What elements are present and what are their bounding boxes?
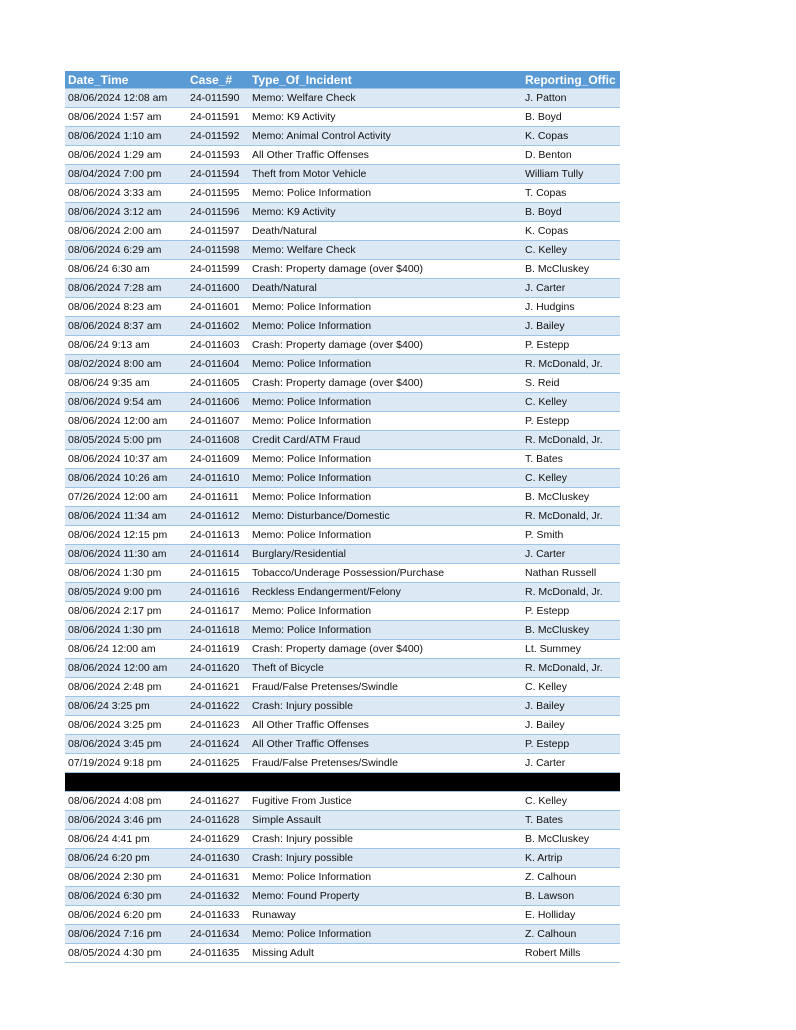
cell-date-time: 08/06/2024 8:23 am bbox=[68, 301, 162, 313]
cell-date-time: 08/05/2024 5:00 pm bbox=[68, 434, 162, 446]
cell-case-number: 24-011618 bbox=[190, 624, 240, 636]
redacted-row bbox=[65, 773, 620, 792]
cell-incident-type: Crash: Property damage (over $400) bbox=[252, 643, 423, 655]
table-row bbox=[65, 849, 620, 868]
cell-date-time: 08/06/24 3:25 pm bbox=[68, 700, 150, 712]
cell-case-number: 24-011604 bbox=[190, 358, 240, 370]
cell-reporting-officer: Nathan Russell bbox=[525, 567, 597, 579]
cell-reporting-officer: P. Smith bbox=[525, 529, 564, 541]
cell-date-time: 08/06/2024 2:17 pm bbox=[68, 605, 162, 617]
cell-date-time: 08/06/2024 1:10 am bbox=[68, 130, 162, 142]
cell-date-time: 08/06/2024 3:25 pm bbox=[68, 719, 162, 731]
cell-incident-type: Memo: Police Information bbox=[252, 320, 372, 332]
cell-case-number: 24-011627 bbox=[190, 795, 240, 807]
table-row bbox=[65, 488, 620, 507]
cell-incident-type: Crash: Injury possible bbox=[252, 852, 353, 864]
cell-reporting-officer: P. Estepp bbox=[525, 738, 570, 750]
cell-reporting-officer: J. Carter bbox=[525, 282, 566, 294]
table-row bbox=[65, 89, 620, 108]
cell-date-time: 08/06/2024 2:00 am bbox=[68, 225, 162, 237]
table-row bbox=[65, 678, 620, 697]
cell-incident-type: Theft from Motor Vehicle bbox=[252, 168, 367, 180]
cell-case-number: 24-011599 bbox=[190, 263, 240, 275]
cell-reporting-officer: J. Carter bbox=[525, 548, 566, 560]
table-row bbox=[65, 165, 620, 184]
cell-incident-type: Fugitive From Justice bbox=[252, 795, 352, 807]
table-row bbox=[65, 944, 620, 963]
cell-reporting-officer: T. Bates bbox=[525, 814, 563, 826]
cell-date-time: 08/06/2024 1:57 am bbox=[68, 111, 162, 123]
cell-reporting-officer: Lt. Summey bbox=[525, 643, 582, 655]
table-row bbox=[65, 507, 620, 526]
cell-case-number: 24-011593 bbox=[190, 149, 240, 161]
cell-case-number: 24-011603 bbox=[190, 339, 240, 351]
cell-incident-type: Fraud/False Pretenses/Swindle bbox=[252, 681, 398, 693]
cell-incident-type: All Other Traffic Offenses bbox=[252, 149, 369, 161]
cell-date-time: 08/06/2024 9:54 am bbox=[68, 396, 162, 408]
table-row bbox=[65, 241, 620, 260]
cell-date-time: 08/06/2024 11:34 am bbox=[68, 510, 167, 522]
cell-date-time: 08/06/2024 10:37 am bbox=[68, 453, 168, 465]
cell-incident-type: Crash: Property damage (over $400) bbox=[252, 339, 423, 351]
cell-date-time: 08/06/2024 4:08 pm bbox=[68, 795, 162, 807]
cell-incident-type: Memo: K9 Activity bbox=[252, 111, 336, 123]
cell-case-number: 24-011628 bbox=[190, 814, 240, 826]
table-row bbox=[65, 127, 620, 146]
cell-incident-type: Memo: Found Property bbox=[252, 890, 360, 902]
table-body bbox=[65, 89, 620, 963]
cell-reporting-officer: B. McCluskey bbox=[525, 624, 590, 636]
cell-date-time: 08/06/2024 1:30 pm bbox=[68, 624, 162, 636]
cell-date-time: 08/06/2024 6:29 am bbox=[68, 244, 162, 256]
cell-date-time: 08/06/2024 6:30 pm bbox=[68, 890, 162, 902]
cell-incident-type: Memo: Police Information bbox=[252, 453, 372, 465]
cell-date-time: 08/06/2024 2:30 pm bbox=[68, 871, 162, 883]
cell-case-number: 24-011616 bbox=[190, 586, 240, 598]
cell-case-number: 24-011607 bbox=[190, 415, 240, 427]
cell-reporting-officer: K. Copas bbox=[525, 225, 569, 237]
table-row bbox=[65, 184, 620, 203]
cell-incident-type: Fraud/False Pretenses/Swindle bbox=[252, 757, 398, 769]
cell-reporting-officer: S. Reid bbox=[525, 377, 560, 389]
cell-incident-type: Memo: Police Information bbox=[252, 187, 372, 199]
table-row bbox=[65, 412, 620, 431]
cell-reporting-officer: D. Benton bbox=[525, 149, 572, 161]
cell-date-time: 08/06/24 9:13 am bbox=[68, 339, 150, 351]
table-row bbox=[65, 697, 620, 716]
table-row bbox=[65, 640, 620, 659]
cell-date-time: 08/06/2024 3:46 pm bbox=[68, 814, 162, 826]
cell-case-number: 24-011614 bbox=[190, 548, 240, 560]
cell-date-time: 08/06/2024 2:48 pm bbox=[68, 681, 162, 693]
cell-incident-type: Memo: Animal Control Activity bbox=[252, 130, 391, 142]
cell-date-time: 08/06/2024 11:30 am bbox=[68, 548, 167, 560]
cell-date-time: 08/06/24 6:30 am bbox=[68, 263, 150, 275]
cell-incident-type: Crash: Property damage (over $400) bbox=[252, 263, 423, 275]
cell-case-number: 24-011597 bbox=[190, 225, 240, 237]
cell-case-number: 24-011601 bbox=[190, 301, 240, 313]
cell-incident-type: Memo: Police Information bbox=[252, 472, 372, 484]
cell-case-number: 24-011622 bbox=[190, 700, 240, 712]
cell-reporting-officer: R. McDonald, Jr. bbox=[525, 586, 603, 598]
cell-reporting-officer: R. McDonald, Jr. bbox=[525, 510, 603, 522]
cell-incident-type: Crash: Injury possible bbox=[252, 700, 353, 712]
table-row bbox=[65, 659, 620, 678]
cell-reporting-officer: B. Boyd bbox=[525, 206, 562, 218]
table-row bbox=[65, 830, 620, 849]
table-row bbox=[65, 374, 620, 393]
cell-case-number: 24-011598 bbox=[190, 244, 240, 256]
cell-case-number: 24-011594 bbox=[190, 168, 240, 180]
cell-reporting-officer: K. Copas bbox=[525, 130, 569, 142]
incident-table bbox=[65, 71, 620, 963]
cell-incident-type: Memo: Police Information bbox=[252, 871, 372, 883]
cell-reporting-officer: J. Bailey bbox=[525, 320, 565, 332]
cell-reporting-officer: William Tully bbox=[525, 168, 584, 180]
table-row bbox=[65, 336, 620, 355]
table-row bbox=[65, 792, 620, 811]
table-row bbox=[65, 146, 620, 165]
cell-case-number: 24-011629 bbox=[190, 833, 240, 845]
cell-case-number: 24-011632 bbox=[190, 890, 240, 902]
cell-case-number: 24-011606 bbox=[190, 396, 240, 408]
cell-date-time: 08/06/24 6:20 pm bbox=[68, 852, 150, 864]
table-row bbox=[65, 469, 620, 488]
table-row bbox=[65, 621, 620, 640]
cell-date-time: 08/06/2024 6:20 pm bbox=[68, 909, 162, 921]
table-row bbox=[65, 393, 620, 412]
cell-date-time: 08/06/2024 12:08 am bbox=[68, 92, 168, 104]
cell-incident-type: Memo: Welfare Check bbox=[252, 92, 356, 104]
cell-incident-type: Memo: Police Information bbox=[252, 358, 372, 370]
cell-reporting-officer: J. Carter bbox=[525, 757, 566, 769]
cell-date-time: 08/06/2024 1:29 am bbox=[68, 149, 162, 161]
cell-date-time: 08/05/2024 4:30 pm bbox=[68, 947, 162, 959]
cell-case-number: 24-011623 bbox=[190, 719, 240, 731]
cell-date-time: 08/06/2024 1:30 pm bbox=[68, 567, 162, 579]
cell-reporting-officer: C. Kelley bbox=[525, 795, 568, 807]
table-row bbox=[65, 203, 620, 222]
cell-reporting-officer: J. Hudgins bbox=[525, 301, 575, 313]
cell-reporting-officer: R. McDonald, Jr. bbox=[525, 434, 603, 446]
cell-case-number: 24-011612 bbox=[190, 510, 240, 522]
header-date-time: Date_Time bbox=[68, 73, 129, 87]
cell-incident-type: Theft of Bicycle bbox=[252, 662, 324, 674]
cell-reporting-officer: K. Artrip bbox=[525, 852, 563, 864]
cell-case-number: 24-011615 bbox=[190, 567, 240, 579]
cell-case-number: 24-011613 bbox=[190, 529, 240, 541]
cell-incident-type: Crash: Property damage (over $400) bbox=[252, 377, 423, 389]
cell-case-number: 24-011631 bbox=[190, 871, 240, 883]
cell-reporting-officer: C. Kelley bbox=[525, 681, 568, 693]
cell-incident-type: Memo: Police Information bbox=[252, 396, 372, 408]
cell-case-number: 24-011602 bbox=[190, 320, 240, 332]
header-incident-type: Type_Of_Incident bbox=[252, 73, 352, 87]
table-row bbox=[65, 526, 620, 545]
table-row bbox=[65, 279, 620, 298]
cell-incident-type: Memo: Police Information bbox=[252, 529, 372, 541]
cell-incident-type: Burglary/Residential bbox=[252, 548, 346, 560]
cell-date-time: 08/06/2024 10:26 am bbox=[68, 472, 168, 484]
cell-incident-type: Credit Card/ATM Fraud bbox=[252, 434, 361, 446]
cell-case-number: 24-011608 bbox=[190, 434, 240, 446]
cell-reporting-officer: J. Patton bbox=[525, 92, 567, 104]
header-reporting-officer: Reporting_Offic bbox=[525, 73, 616, 87]
cell-date-time: 08/06/2024 12:00 am bbox=[68, 415, 168, 427]
cell-case-number: 24-011620 bbox=[190, 662, 240, 674]
cell-incident-type: All Other Traffic Offenses bbox=[252, 719, 369, 731]
table-row bbox=[65, 583, 620, 602]
cell-incident-type: Memo: Police Information bbox=[252, 624, 372, 636]
cell-case-number: 24-011591 bbox=[190, 111, 240, 123]
table-row bbox=[65, 431, 620, 450]
cell-case-number: 24-011624 bbox=[190, 738, 240, 750]
cell-incident-type: Memo: K9 Activity bbox=[252, 206, 336, 218]
cell-reporting-officer: P. Estepp bbox=[525, 605, 570, 617]
cell-incident-type: Memo: Police Information bbox=[252, 301, 372, 313]
cell-incident-type: Simple Assault bbox=[252, 814, 321, 826]
cell-reporting-officer: J. Bailey bbox=[525, 719, 565, 731]
cell-case-number: 24-011605 bbox=[190, 377, 240, 389]
cell-reporting-officer: B. Lawson bbox=[525, 890, 575, 902]
table-row bbox=[65, 887, 620, 906]
cell-date-time: 08/06/24 4:41 pm bbox=[68, 833, 150, 845]
cell-incident-type: Memo: Police Information bbox=[252, 605, 372, 617]
table-row bbox=[65, 906, 620, 925]
cell-date-time: 08/06/24 9:35 am bbox=[68, 377, 150, 389]
cell-reporting-officer: R. McDonald, Jr. bbox=[525, 358, 603, 370]
cell-reporting-officer: C. Kelley bbox=[525, 244, 568, 256]
cell-date-time: 08/06/2024 3:33 am bbox=[68, 187, 162, 199]
cell-reporting-officer: B. Boyd bbox=[525, 111, 562, 123]
cell-reporting-officer: P. Estepp bbox=[525, 415, 570, 427]
cell-incident-type: Tobacco/Underage Possession/Purchase bbox=[252, 567, 445, 579]
cell-reporting-officer: T. Bates bbox=[525, 453, 563, 465]
cell-case-number: 24-011609 bbox=[190, 453, 240, 465]
cell-incident-type: Runaway bbox=[252, 909, 296, 921]
table-row bbox=[65, 260, 620, 279]
table-row bbox=[65, 450, 620, 469]
cell-case-number: 24-011635 bbox=[190, 947, 240, 959]
cell-case-number: 24-011595 bbox=[190, 187, 240, 199]
table-row bbox=[65, 355, 620, 374]
cell-incident-type: Memo: Welfare Check bbox=[252, 244, 356, 256]
cell-case-number: 24-011619 bbox=[190, 643, 240, 655]
cell-case-number: 24-011630 bbox=[190, 852, 240, 864]
cell-incident-type: Memo: Police Information bbox=[252, 491, 372, 503]
table-row bbox=[65, 108, 620, 127]
cell-reporting-officer: J. Bailey bbox=[525, 700, 565, 712]
table-row bbox=[65, 754, 620, 773]
cell-date-time: 08/02/2024 8:00 am bbox=[68, 358, 162, 370]
cell-case-number: 24-011600 bbox=[190, 282, 240, 294]
cell-case-number: 24-011592 bbox=[190, 130, 240, 142]
cell-reporting-officer: B. McCluskey bbox=[525, 263, 590, 275]
table-row bbox=[65, 602, 620, 621]
cell-case-number: 24-011617 bbox=[190, 605, 240, 617]
cell-case-number: 24-011633 bbox=[190, 909, 240, 921]
cell-incident-type: Death/Natural bbox=[252, 225, 317, 237]
cell-date-time: 08/06/2024 7:16 pm bbox=[68, 928, 162, 940]
table-row bbox=[65, 811, 620, 830]
cell-reporting-officer: E. Holliday bbox=[525, 909, 576, 921]
cell-reporting-officer: B. McCluskey bbox=[525, 491, 590, 503]
table-row bbox=[65, 298, 620, 317]
table-row bbox=[65, 925, 620, 944]
cell-date-time: 08/06/2024 3:45 pm bbox=[68, 738, 162, 750]
table-row bbox=[65, 868, 620, 887]
table-row bbox=[65, 545, 620, 564]
cell-case-number: 24-011634 bbox=[190, 928, 240, 940]
cell-reporting-officer: C. Kelley bbox=[525, 472, 568, 484]
table-row bbox=[65, 564, 620, 583]
cell-case-number: 24-011621 bbox=[190, 681, 240, 693]
cell-incident-type: Crash: Injury possible bbox=[252, 833, 353, 845]
cell-reporting-officer: C. Kelley bbox=[525, 396, 568, 408]
cell-reporting-officer: Robert Mills bbox=[525, 947, 581, 959]
cell-date-time: 07/26/2024 12:00 am bbox=[68, 491, 168, 503]
cell-date-time: 08/06/2024 7:28 am bbox=[68, 282, 162, 294]
cell-date-time: 08/06/2024 12:15 pm bbox=[68, 529, 168, 541]
table-row bbox=[65, 716, 620, 735]
table-row bbox=[65, 317, 620, 336]
cell-reporting-officer: Z. Calhoun bbox=[525, 871, 577, 883]
cell-incident-type: Death/Natural bbox=[252, 282, 317, 294]
cell-date-time: 08/06/24 12:00 am bbox=[68, 643, 156, 655]
cell-reporting-officer: R. McDonald, Jr. bbox=[525, 662, 603, 674]
cell-incident-type: All Other Traffic Offenses bbox=[252, 738, 369, 750]
cell-date-time: 08/04/2024 7:00 pm bbox=[68, 168, 162, 180]
table-row bbox=[65, 735, 620, 754]
cell-case-number: 24-011596 bbox=[190, 206, 240, 218]
cell-reporting-officer: B. McCluskey bbox=[525, 833, 590, 845]
cell-incident-type: Reckless Endangerment/Felony bbox=[252, 586, 401, 598]
cell-case-number: 24-011610 bbox=[190, 472, 240, 484]
header-case-number: Case_# bbox=[190, 73, 233, 87]
cell-date-time: 08/06/2024 12:00 am bbox=[68, 662, 168, 674]
cell-date-time: 07/19/2024 9:18 pm bbox=[68, 757, 162, 769]
cell-incident-type: Memo: Disturbance/Domestic bbox=[252, 510, 390, 522]
cell-date-time: 08/05/2024 9:00 pm bbox=[68, 586, 162, 598]
cell-date-time: 08/06/2024 8:37 am bbox=[68, 320, 162, 332]
cell-case-number: 24-011625 bbox=[190, 757, 240, 769]
cell-incident-type: Missing Adult bbox=[252, 947, 314, 959]
cell-date-time: 08/06/2024 3:12 am bbox=[68, 206, 162, 218]
cell-incident-type: Memo: Police Information bbox=[252, 928, 372, 940]
table-row bbox=[65, 222, 620, 241]
cell-case-number: 24-011590 bbox=[190, 92, 240, 104]
table-header bbox=[65, 71, 620, 89]
cell-case-number: 24-011611 bbox=[190, 491, 239, 503]
cell-reporting-officer: T. Copas bbox=[525, 187, 567, 199]
cell-reporting-officer: P. Estepp bbox=[525, 339, 570, 351]
cell-reporting-officer: Z. Calhoun bbox=[525, 928, 577, 940]
cell-incident-type: Memo: Police Information bbox=[252, 415, 372, 427]
